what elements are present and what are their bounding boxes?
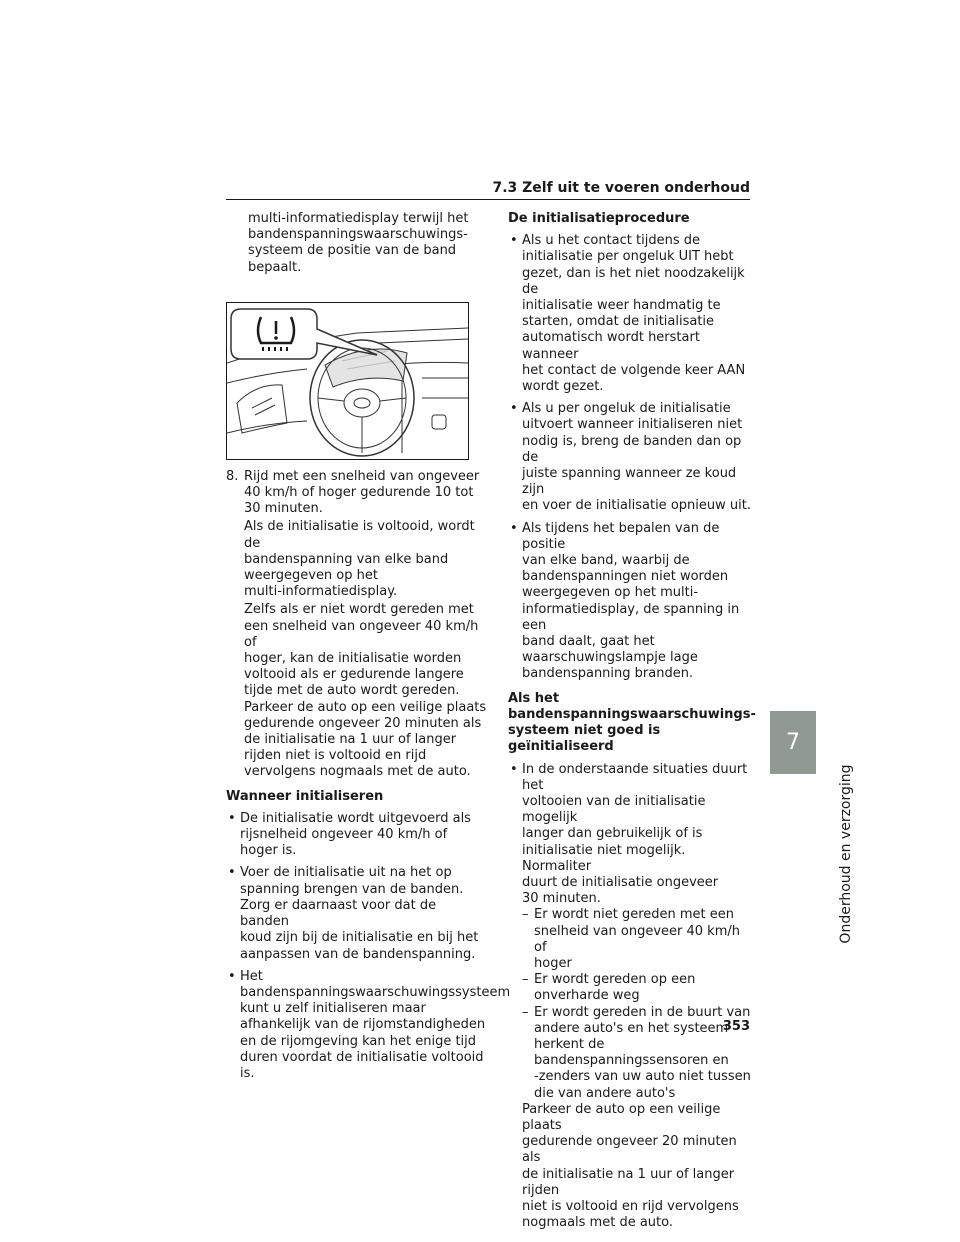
text-line: duurt de initialisatie ongeveer [522, 874, 719, 890]
text-line: multi-informatiedisplay terwijl het [248, 211, 469, 226]
text-line: Rijd met een snelheid van ongeveer [244, 468, 480, 484]
text-line: 30 minuten. [244, 501, 323, 517]
text-line: Als u het contact tijdens de [522, 233, 700, 249]
bullet: • [510, 761, 518, 777]
text-line: Als de initialisatie is voltooid, wordt de [244, 519, 475, 551]
heading-line: systeem niet goed is geïnitialiseerd [508, 723, 661, 755]
text-line: initialisatie weer handmatig te [522, 298, 721, 314]
list-item [226, 811, 488, 860]
text-line: Er wordt gereden in de buurt van [534, 1004, 751, 1020]
text-line: automatisch wordt herstart wanneer [522, 330, 700, 362]
text-line: kunt u zelf initialiseren maar [240, 1001, 426, 1017]
dash: – [522, 972, 529, 988]
text-line: herkent de [534, 1036, 605, 1052]
bullet: • [510, 233, 518, 249]
text-line: vervolgens nogmaals met de auto. [244, 764, 471, 780]
list-item [226, 968, 511, 1082]
text-line: -zenders van uw auto niet tussen [534, 1069, 751, 1085]
heading-line: bandenspanningswaarschuwings- [508, 706, 756, 722]
text-line: hoger is. [240, 843, 297, 859]
text-line: afhankelijk van de rijomstandigheden [240, 1017, 486, 1033]
text-line: gezet, dan is het niet noodzakelijk de [522, 265, 745, 297]
list-item [508, 521, 753, 683]
text-line: wordt gezet. [522, 379, 604, 395]
list-item [226, 865, 488, 962]
text-line: 40 km/h of hoger gedurende 10 tot [244, 485, 474, 501]
text-line: spanning brengen van de banden. [240, 881, 464, 897]
intro-text [226, 211, 488, 276]
text-line: starten, omdat de initialisatie [522, 314, 715, 330]
text-line: een snelheid van ongeveer 40 km/h of [244, 618, 479, 650]
list-item [508, 762, 753, 1232]
text-line: informatiedisplay, de spanning in een [522, 601, 740, 633]
text-line: Zorg er daarnaast voor dat de banden [240, 897, 437, 930]
text-line: band daalt, gaat het [522, 634, 655, 650]
text-line: nodig is, breng de banden dan op de [522, 433, 742, 465]
text-line: onverharde weg [534, 988, 640, 1004]
text-line: van elke band, waarbij de [522, 553, 690, 569]
text-line: hoger [534, 955, 572, 971]
dashboard-illustration [226, 302, 469, 460]
text-line: In de onderstaande situaties duurt het [522, 761, 748, 793]
header-rule [226, 199, 750, 200]
text-line: bandenspanning van elke band [244, 551, 449, 567]
text-line: De initialisatie wordt uitgevoerd als [240, 810, 471, 826]
list-item [508, 233, 753, 395]
text-line: initialisatie niet mogelijk. Normaliter [522, 842, 686, 874]
text-line: en voer de initialisatie opnieuw uit. [522, 498, 751, 514]
chapter-title-vertical: Onderhoud en verzorging [838, 764, 854, 944]
sub-list-item [522, 972, 753, 1004]
text-line: bandenspanningen niet worden [522, 569, 729, 585]
text-line: koud zijn bij de initialisatie en bij het [240, 930, 479, 946]
text-line: Het [240, 968, 263, 984]
text-line: hoger, kan de initialisatie worden [244, 651, 462, 667]
step-number: 8. [226, 468, 239, 484]
text-line: het contact de volgende keer AAN [522, 362, 746, 378]
closing-text [522, 1102, 753, 1232]
step-8 [226, 469, 488, 781]
right-column [508, 211, 756, 1237]
text-line: niet is voltooid en rijd vervolgens [522, 1198, 739, 1214]
text-line: aanpassen van de bandenspanning. [240, 946, 476, 962]
text-line: juiste spanning wanneer ze koud zijn [522, 466, 737, 498]
text-line: 30 minuten. [522, 891, 601, 907]
bullet: • [228, 968, 236, 984]
text-line: waarschuwingslampje lage [522, 650, 698, 666]
list-item [508, 401, 753, 514]
sub-list-item [522, 907, 753, 972]
text-line: duren voordat de initialisatie voltooid [240, 1049, 484, 1065]
text-line: langer dan gebruikelijk of is [522, 826, 703, 842]
text-line: multi-informatiedisplay. [244, 584, 398, 600]
text-line: bandenspanning branden. [522, 666, 694, 682]
bullet: • [510, 520, 518, 536]
text-line: initialisatie per ongeluk UIT hebt [522, 249, 734, 265]
text-line: en de rijomgeving kan het enige tijd [240, 1033, 477, 1049]
text-line: uitvoert wanneer initialiseren niet [522, 417, 743, 433]
bullet: • [228, 865, 236, 881]
procedure-heading: De initialisatieprocedure [508, 211, 690, 226]
text-line: gedurende ongeveer 20 minuten als [522, 1134, 737, 1166]
bullet: • [510, 401, 518, 417]
text-line: bepaalt. [248, 259, 302, 275]
text-line: rijden niet is voltooid en rijd [244, 748, 427, 764]
text-line: de initialisatie na 1 uur of langer rijden [522, 1166, 735, 1198]
page-number: 353 [722, 1019, 750, 1034]
dash: – [522, 907, 529, 923]
text-line: andere auto's en het systeem [534, 1020, 729, 1036]
text-line: tijde met de auto wordt gereden. [244, 683, 460, 699]
text-line: rijsnelheid ongeveer 40 km/h of [240, 827, 448, 843]
text-line: is. [240, 1065, 255, 1081]
dashboard-drawing [227, 303, 468, 459]
heading-line: Als het [508, 690, 560, 706]
failed-initialization-heading [508, 690, 756, 756]
text-line: nogmaals met de auto. [522, 1215, 673, 1231]
text-line: weergegeven op het [244, 568, 378, 584]
text-line: de initialisatie na 1 uur of langer [244, 732, 457, 748]
text-line: Zelfs als er niet wordt gereden met [244, 602, 474, 618]
text-line: Parkeer de auto op een veilige plaats [244, 699, 487, 715]
text-line: snelheid van ongeveer 40 km/h of [534, 923, 740, 955]
text-line: gedurende ongeveer 20 minuten als [244, 715, 482, 731]
text-line: Er wordt gereden op een [534, 972, 696, 988]
text-line: weergegeven op het multi- [522, 585, 699, 601]
section-header-title: 7.3 Zelf uit te voeren onderhoud [492, 180, 750, 196]
text-line: die van andere auto's [534, 1085, 676, 1101]
text-line: bandenspanningswaarschuwingssysteem [240, 984, 511, 1000]
text-line: Voer de initialisatie uit na het op [240, 865, 452, 881]
chapter-number-tab: 7 [770, 711, 816, 774]
text-line: systeem de positie van de band [248, 243, 457, 259]
when-initialize-heading: Wanneer initialiseren [226, 788, 384, 804]
text-line: voltooien van de initialisatie mogelijk [522, 793, 706, 826]
text-line: Als u per ongeluk de initialisatie [522, 401, 731, 417]
text-line: voltooid als er gedurende langere [244, 667, 464, 683]
text-line: Als tijdens het bepalen van de positie [522, 520, 720, 552]
text-line: bandenspanningssensoren en [534, 1053, 729, 1069]
bullet: • [228, 810, 236, 826]
text-line: Parkeer de auto op een veilige plaats [522, 1101, 721, 1133]
text-line: bandenspanningswaarschuwings- [248, 227, 468, 243]
text-line: Er wordt niet gereden met een [534, 907, 735, 923]
left-column [226, 211, 511, 1088]
dash: – [522, 1004, 529, 1020]
